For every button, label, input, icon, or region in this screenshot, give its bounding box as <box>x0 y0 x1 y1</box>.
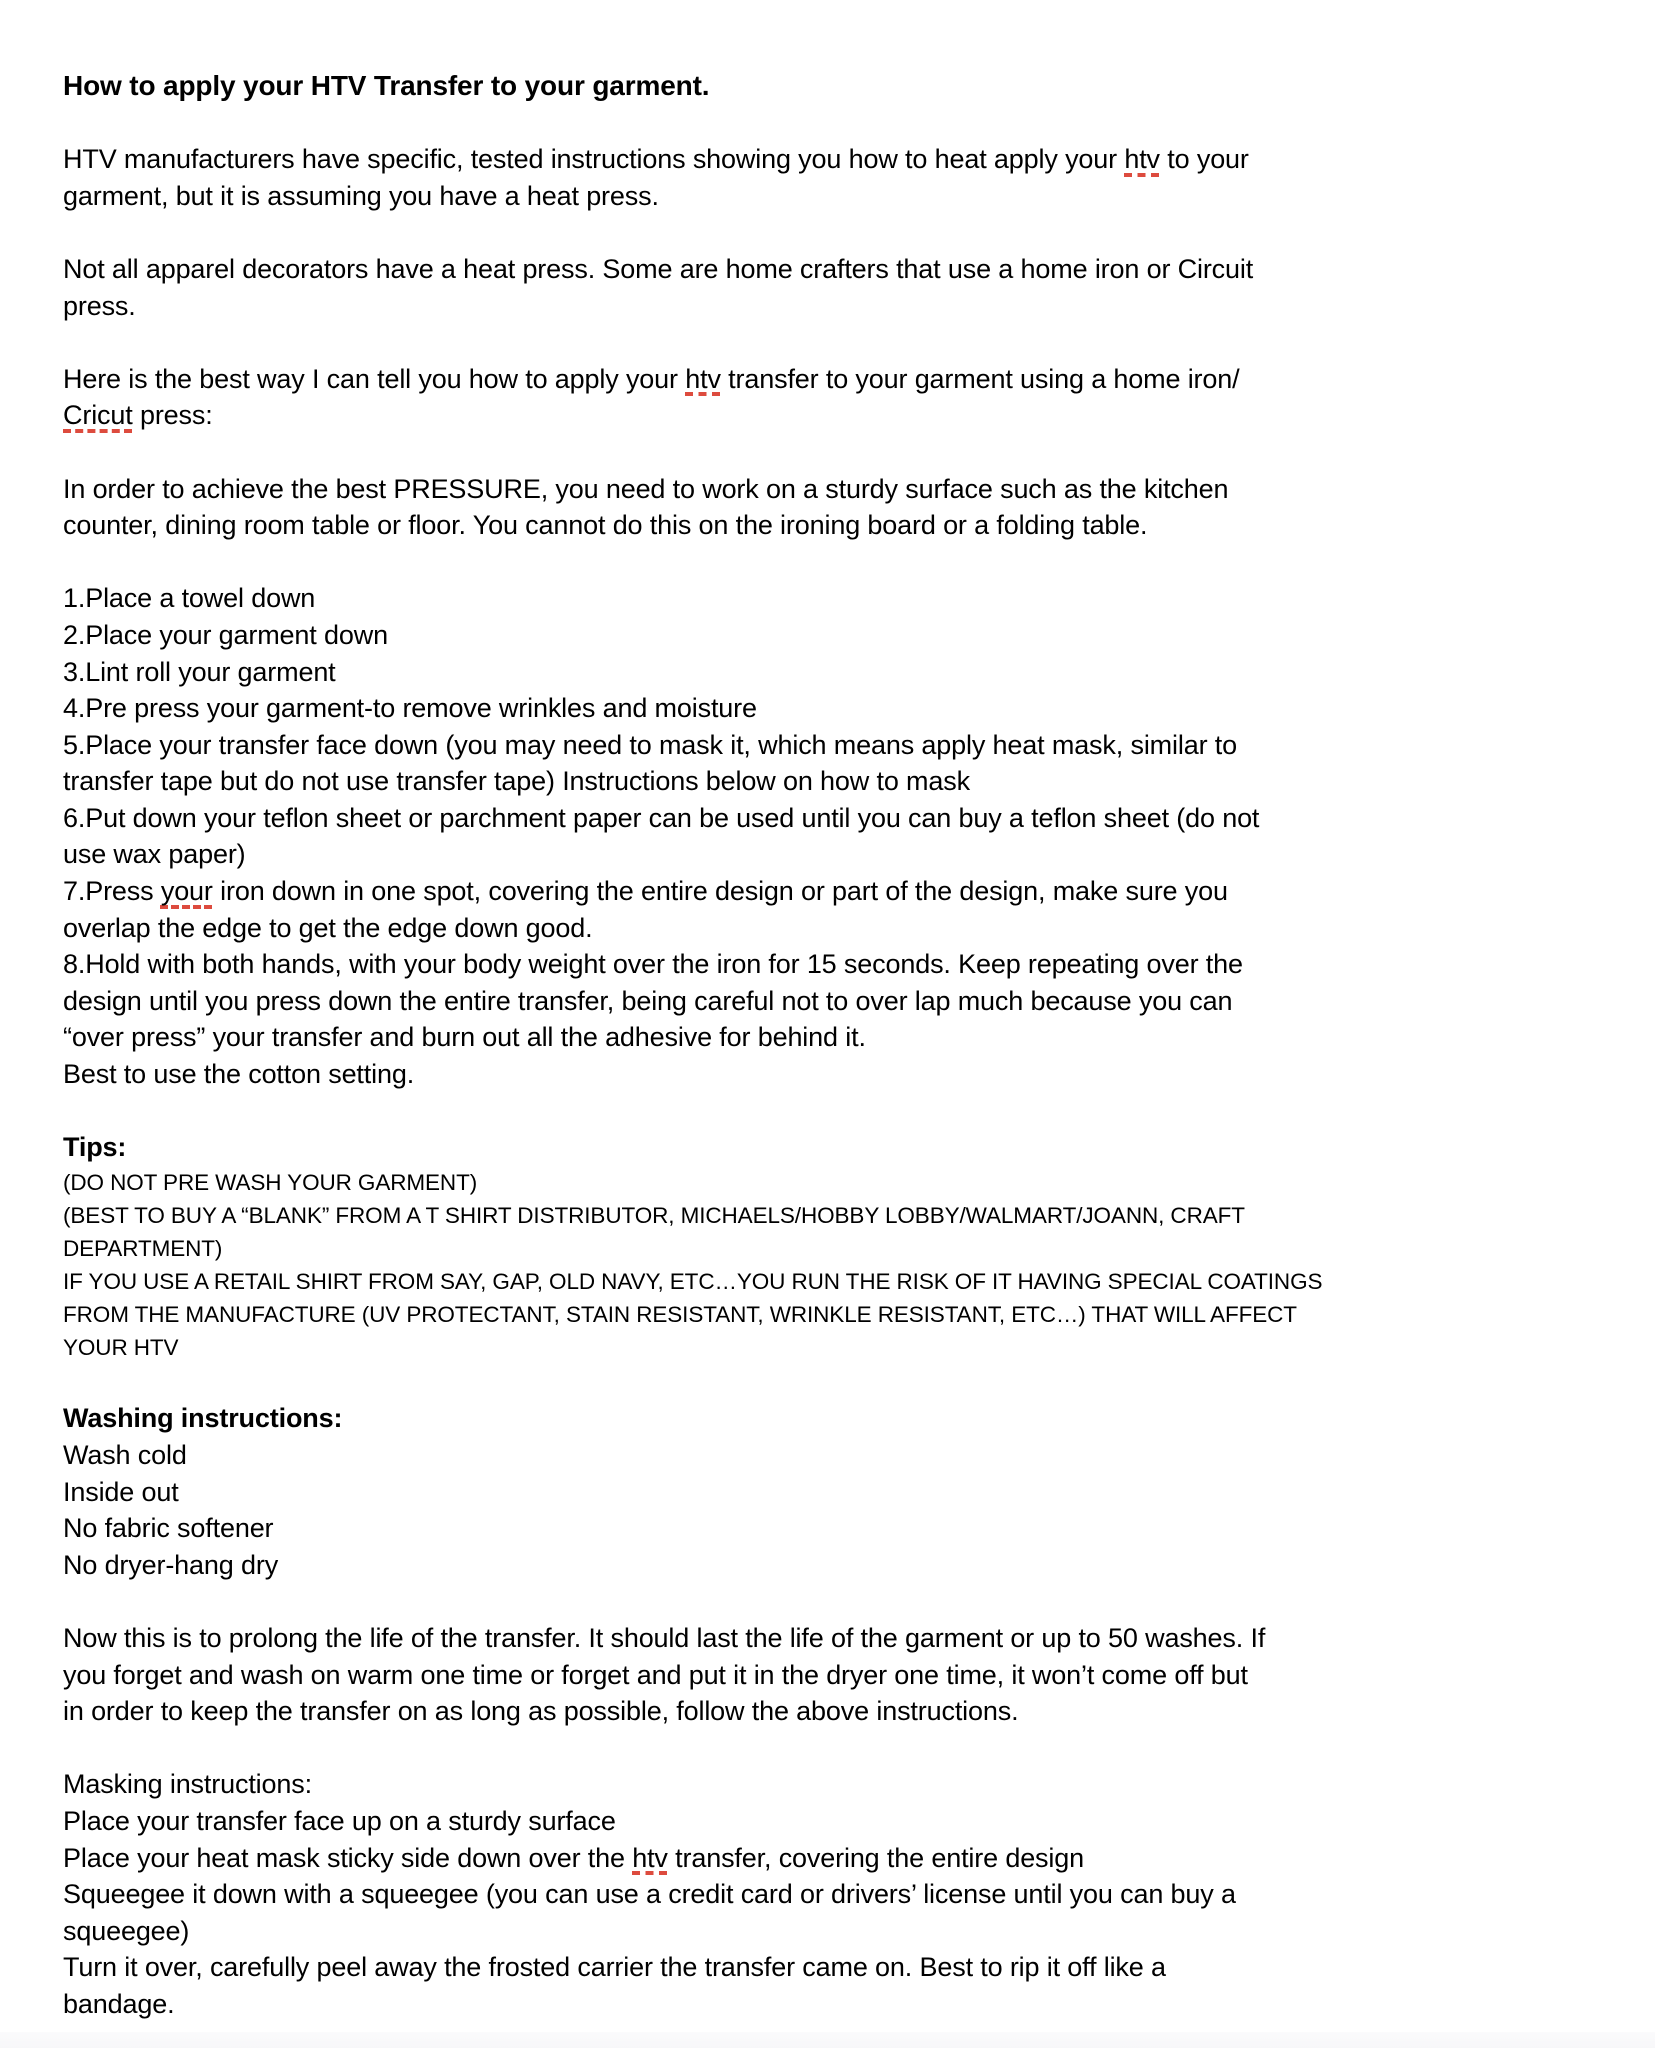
text-line <box>63 397 1615 434</box>
text-run: Not all apparel decorators have a heat press. Some are home crafters that use a home iron or Circuit <box>63 253 1254 284</box>
text-line <box>63 910 1615 947</box>
text-line <box>63 1620 1615 1657</box>
text-block <box>63 251 1615 324</box>
misspelled-word: your <box>160 876 213 907</box>
text-line <box>63 1657 1615 1694</box>
text-line <box>63 690 1615 727</box>
text-run: “over press” your transfer and burn out all the adhesive for behind it. <box>63 1022 866 1053</box>
text-block <box>63 1766 1615 2022</box>
text-run: overlap the edge to get the edge down good. <box>63 912 593 943</box>
text-run: Washing instructions: <box>63 1403 343 1434</box>
text-run: Turn it over, carefully peel away the frosted carrier the transfer came on. Best to rip it off like a <box>63 1952 1166 1983</box>
text-line <box>63 836 1615 873</box>
text-run: transfer to your garment using a home iron/ <box>720 363 1240 394</box>
text-run: iron down in one spot, covering the entire design or part of the design, make sure you <box>212 876 1228 907</box>
text-run: IF YOU USE A RETAIL SHIRT FROM SAY, GAP, OLD NAVY, ETC…YOU RUN THE RISK OF IT HAVING SPECIAL COATINGS <box>63 1268 1323 1294</box>
text-run: to your <box>1159 144 1249 175</box>
text-run: squeegee) <box>63 1915 190 1946</box>
text-run: Inside out <box>63 1476 179 1507</box>
text-run: 2.Place your garment down <box>63 619 388 650</box>
text-line <box>63 1331 1615 1364</box>
text-line <box>63 654 1615 691</box>
text-line <box>63 1510 1615 1547</box>
text-block <box>63 1129 1615 1364</box>
text-run: YOUR HTV <box>63 1334 179 1360</box>
misspelled-word: htv <box>1124 144 1160 175</box>
text-line <box>63 1437 1615 1474</box>
text-run: press. <box>63 290 136 321</box>
text-line <box>63 1949 1615 1986</box>
text-run: transfer tape but do not use transfer tape) Instructions below on how to mask <box>63 766 970 797</box>
text-line <box>63 1298 1615 1331</box>
text-run: 6.Put down your teflon sheet or parchment paper can be used until you can buy a teflon sheet (do not <box>63 802 1260 833</box>
text-block <box>63 1400 1615 1583</box>
text-line <box>63 1129 1615 1166</box>
text-run: (DO NOT PRE WASH YOUR GARMENT) <box>63 1169 478 1195</box>
text-line <box>63 1056 1615 1093</box>
text-run: Tips: <box>63 1132 127 1163</box>
text-run: Best to use the cotton setting. <box>63 1059 415 1090</box>
text-line <box>63 141 1615 178</box>
text-run: 7.Press <box>63 876 161 907</box>
text-line <box>63 727 1615 764</box>
text-run: counter, dining room table or floor. You cannot do this on the ironing board or a folding table. <box>63 510 1148 541</box>
text-run: 4.Pre press your garment-to remove wrinkles and moisture <box>63 693 757 724</box>
text-run: you forget and wash on warm one time or forget and put it in the dryer one time, it won’t come off but <box>63 1659 1248 1690</box>
text-block <box>63 471 1615 544</box>
text-run: press: <box>132 400 213 431</box>
text-run: (BEST TO BUY A “BLANK” FROM A T SHIRT DISTRIBUTOR, MICHAELS/HOBBY LOBBY/WALMART/JOANN, CRAFT <box>63 1202 1245 1228</box>
text-line <box>63 873 1615 910</box>
text-line <box>63 1840 1615 1877</box>
text-line <box>63 361 1615 398</box>
text-line <box>63 1400 1615 1437</box>
text-run: bandage. <box>63 1988 175 2019</box>
text-block <box>63 1620 1615 1730</box>
misspelled-word: Cricut <box>63 400 133 431</box>
text-run: How to apply your HTV Transfer to your garment. <box>63 70 710 101</box>
text-run: Place your heat mask sticky side down over the <box>63 1842 633 1873</box>
text-line <box>63 1265 1615 1298</box>
text-line <box>63 471 1615 508</box>
text-line <box>63 617 1615 654</box>
text-line <box>63 1766 1615 1803</box>
text-run: use wax paper) <box>63 839 246 870</box>
misspelled-word: htv <box>685 363 721 394</box>
text-run: No dryer-hang dry <box>63 1549 279 1580</box>
text-line <box>63 1803 1615 1840</box>
text-block <box>63 68 1615 105</box>
text-run: 3.Lint roll your garment <box>63 656 336 687</box>
text-line <box>63 1986 1615 2023</box>
misspelled-word: htv <box>632 1842 668 1873</box>
text-block <box>63 141 1615 214</box>
text-line <box>63 800 1615 837</box>
text-line <box>63 1876 1615 1913</box>
text-line <box>63 68 1615 105</box>
text-run: Place your transfer face up on a sturdy surface <box>63 1805 616 1836</box>
text-line <box>63 1166 1615 1199</box>
text-run: 5.Place your transfer face down (you may need to mask it, which means apply heat mask, similar to <box>63 729 1237 760</box>
document <box>63 68 1615 2048</box>
window-chrome-bottom <box>0 2032 1655 2048</box>
text-run: 1.Place a towel down <box>63 583 316 614</box>
text-line <box>63 1913 1615 1950</box>
text-line <box>63 1232 1615 1265</box>
text-line <box>63 580 1615 617</box>
text-line <box>63 507 1615 544</box>
text-run: garment, but it is assuming you have a heat press. <box>63 180 659 211</box>
text-run: 8.Hold with both hands, with your body weight over the iron for 15 seconds. Keep repeating over the <box>63 949 1243 980</box>
text-run: in order to keep the transfer on as long as possible, follow the above instructions. <box>63 1696 1019 1727</box>
text-line <box>63 1474 1615 1511</box>
text-run: Here is the best way I can tell you how to apply your <box>63 363 686 394</box>
text-run: Squeegee it down with a squeegee (you can use a credit card or drivers’ license until you can buy a <box>63 1879 1236 1910</box>
text-line <box>63 251 1615 288</box>
text-block <box>63 361 1615 434</box>
text-run: transfer, covering the entire design <box>667 1842 1084 1873</box>
text-run: design until you press down the entire transfer, being careful not to over lap much because you can <box>63 985 1233 1016</box>
text-block <box>63 580 1615 1092</box>
text-run: In order to achieve the best PRESSURE, you need to work on a sturdy surface such as the kitchen <box>63 473 1229 504</box>
text-line <box>63 983 1615 1020</box>
text-line <box>63 1693 1615 1730</box>
text-line <box>63 1547 1615 1584</box>
text-line <box>63 1019 1615 1056</box>
text-run: HTV manufacturers have specific, tested instructions showing you how to heat apply your <box>63 144 1125 175</box>
text-line <box>63 288 1615 325</box>
text-line <box>63 1199 1615 1232</box>
text-run: Now this is to prolong the life of the transfer. It should last the life of the garment or up to 50 washes. If <box>63 1622 1266 1653</box>
text-line <box>63 763 1615 800</box>
text-run: No fabric softener <box>63 1513 274 1544</box>
text-run: DEPARTMENT) <box>63 1235 223 1261</box>
text-line <box>63 946 1615 983</box>
text-run: Wash cold <box>63 1440 187 1470</box>
text-run: FROM THE MANUFACTURE (UV PROTECTANT, STAIN RESISTANT, WRINKLE RESISTANT, ETC…) THAT WILL AFFECT <box>63 1301 1297 1327</box>
text-run: Masking instructions: <box>63 1769 312 1800</box>
text-line <box>63 178 1615 215</box>
